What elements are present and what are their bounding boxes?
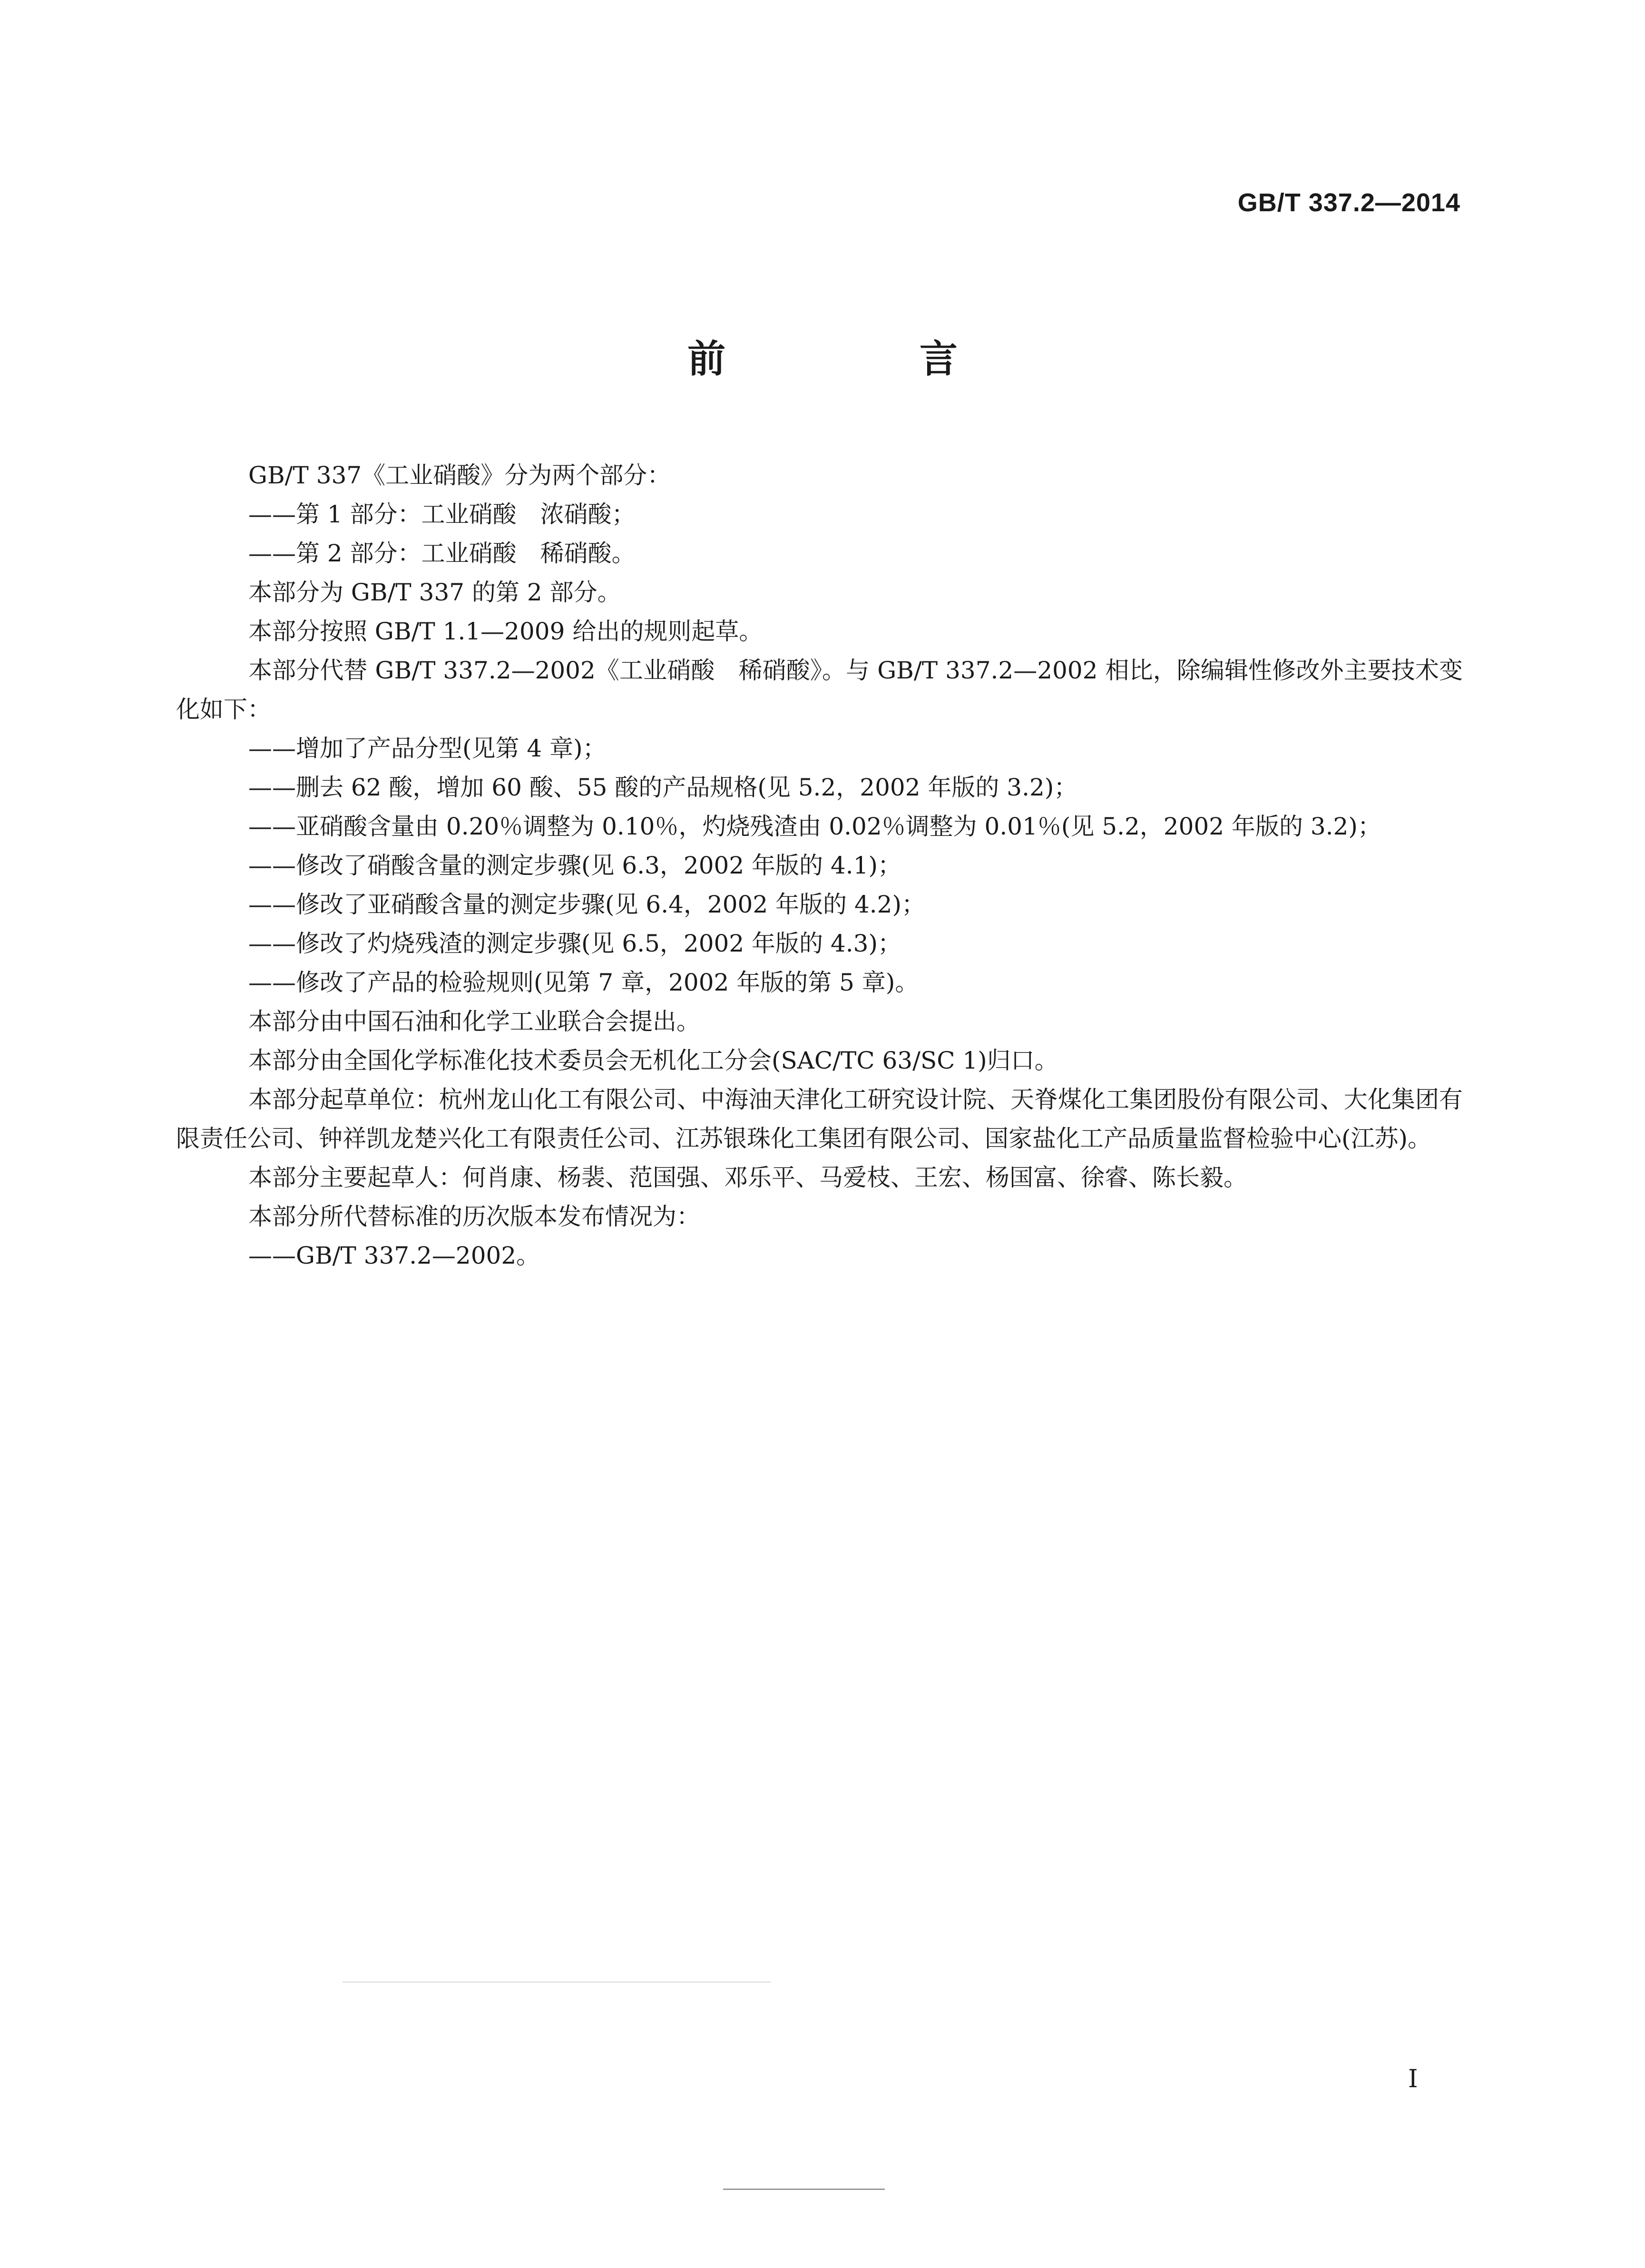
- foreword-body: [176, 456, 1463, 1275]
- scan-artifact-line: [723, 2189, 885, 2190]
- list-item-history-1: ——GB/T 337.2—2002。: [248, 1242, 540, 1269]
- scan-artifact-dots: [343, 1982, 771, 1983]
- list-item-change-4: ——修改了硝酸含量的测定步骤(见 6.3，2002 年版的 4.1)；: [248, 852, 901, 879]
- paragraph-part-scope: 本部分为 GB/T 337 的第 2 部分。: [248, 579, 621, 606]
- paragraph-centralized: 本部分由全国化学标准化技术委员会无机化工分会(SAC/TC 63/SC 1)归口。: [248, 1047, 1058, 1074]
- list-item-change-5: ——修改了亚硝酸含量的测定步骤(见 6.4，2002 年版的 4.2)；: [248, 891, 925, 918]
- paragraph-proposer: 本部分由中国石油和化学工业联合会提出。: [248, 1008, 700, 1035]
- page-title: 前 言: [687, 337, 1048, 381]
- list-item-change-6: ——修改了灼烧残渣的测定步骤(见 6.5，2002 年版的 4.3)；: [248, 930, 901, 957]
- paragraph-parts-intro: GB/T 337《工业硝酸》分为两个部分：: [248, 461, 671, 489]
- list-item-change-3: ——亚硝酸含量由 0.20％调整为 0.10％，灼烧残渣由 0.02％调整为 0.01％(见 5.2，2002 年版的 3.2)；: [248, 813, 1381, 840]
- paragraph-drafting-units: 本部分起草单位：杭州龙山化工有限公司、中海油天津化工研究设计院、天脊煤化工集团股份有限公司、大化集团有限责任公司、钟祥凯龙楚兴化工有限责任公司、江苏银珠化工集团有限公司、国家盐化工产品质量监督检验中心(江苏)。: [176, 1086, 1463, 1152]
- standard-number: GB/T 337.2—2014: [1237, 188, 1460, 217]
- list-item-change-2: ——删去 62 酸，增加 60 酸、55 酸的产品规格(见 5.2，2002 年版的 3.2)；: [248, 774, 1078, 801]
- list-item-change-7: ——修改了产品的检验规则(见第 7 章，2002 年版的第 5 章)。: [248, 969, 919, 996]
- paragraph-replacement: 本部分代替 GB/T 337.2—2002《工业硝酸 稀硝酸》。与 GB/T 337.2—2002 相比，除编辑性修改外主要技术变化如下：: [176, 657, 1463, 723]
- paragraph-drafters: 本部分主要起草人：何肖康、杨裴、范国强、邓乐平、马爱枝、王宏、杨国富、徐睿、陈长毅。: [248, 1164, 1247, 1191]
- page-number: I: [1408, 2065, 1418, 2093]
- list-item-change-1: ——增加了产品分型(见第 4 章)；: [248, 735, 607, 762]
- paragraph-history-intro: 本部分所代替标准的历次版本发布情况为：: [248, 1203, 700, 1230]
- paragraph-drafting-rules: 本部分按照 GB/T 1.1—2009 给出的规则起草。: [248, 618, 763, 645]
- list-item-part-1: ——第 1 部分：工业硝酸 浓硝酸；: [248, 501, 636, 528]
- list-item-part-2: ——第 2 部分：工业硝酸 稀硝酸。: [248, 540, 636, 567]
